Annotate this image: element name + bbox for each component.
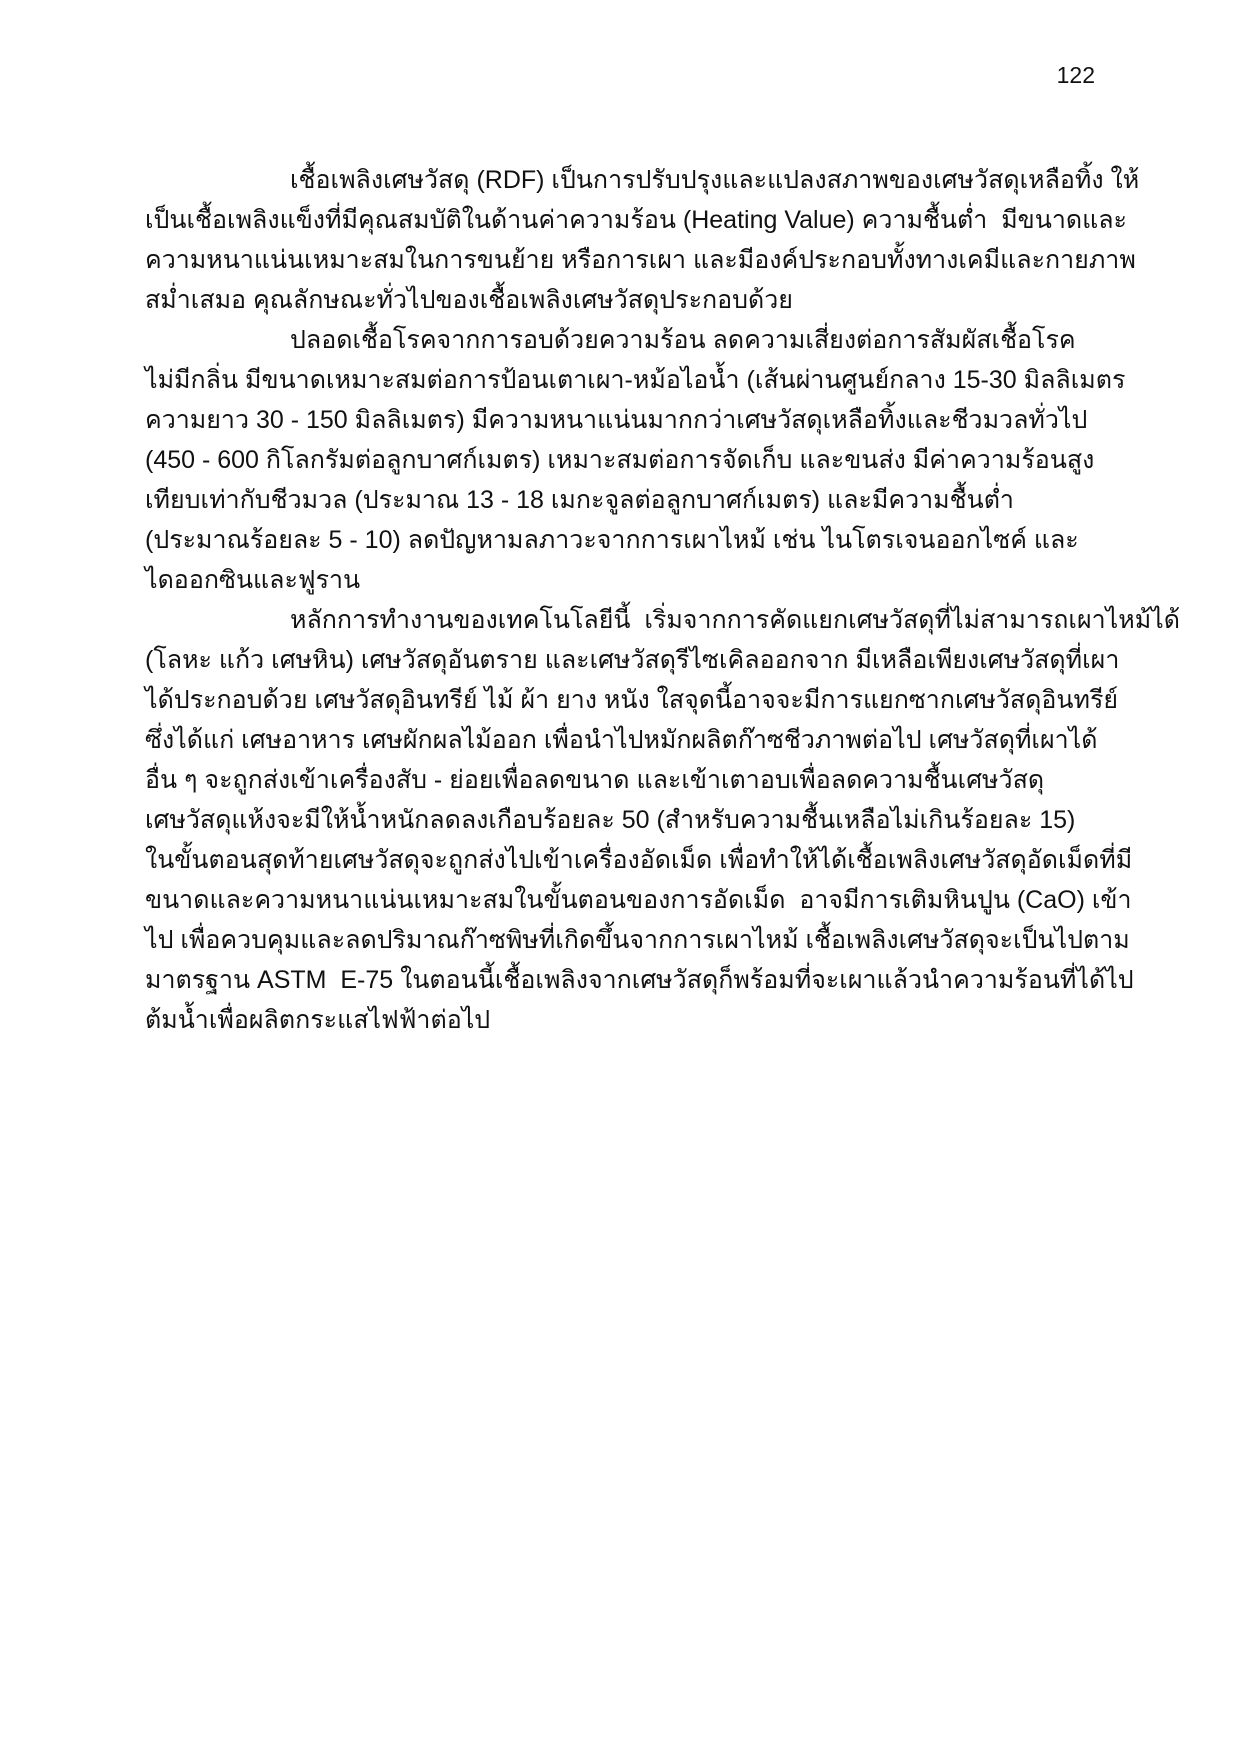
paragraph (145, 160, 1140, 320)
text-line: อื่น ๆ จะถูกส่งเข้าเครื่องสับ - ย่อยเพื่อลดขนาด และเข้าเตาอบเพื่อลดความชื้นเศษวัสดุ (145, 766, 1045, 794)
text-line: ไม่มีกลิ่น มีขนาดเหมาะสมต่อการป้อนเตาเผา-หม้อไอน้ำ (เส้นผ่านศูนย์กลาง 15-30 มิลลิเมตร (145, 366, 1126, 394)
document-body (145, 160, 1180, 1040)
text-line: ขนาดและความหนาแน่นเหมาะสมในขั้นตอนของการอัดเม็ด อาจมีการเติมหินปูน (CaO) เข้า (145, 886, 1132, 914)
text-line: มาตรฐาน ASTM E-75 ในตอนนี้เชื้อเพลิงจากเศษวัสดุก็พร้อมที่จะเผาแล้วนำความร้อนที่ได้ไป (145, 966, 1134, 994)
text-line: ต้มน้ำเพื่อผลิตกระแสไฟฟ้าต่อไป (145, 1006, 491, 1034)
text-line: ไป เพื่อควบคุมและลดปริมาณก๊าซพิษที่เกิดขึ้นจากการเผาไหม้ เชื้อเพลิงเศษวัสดุจะเป็นไปตาม (145, 926, 1130, 954)
text-line: เชื้อเพลิงเศษวัสดุ (RDF) เป็นการปรับปรุงและแปลงสภาพของเศษวัสดุเหลือทิ้ง ให้ (290, 166, 1140, 194)
text-line: ปลอดเชื้อโรคจากการอบด้วยความร้อน ลดความเสี่ยงต่อการสัมผัสเชื้อโรค (290, 326, 1076, 354)
text-line: สม่ำเสมอ คุณลักษณะทั่วไปของเชื้อเพลิงเศษวัสดุประกอบด้วย (145, 286, 793, 314)
text-line: ความหนาแน่นเหมาะสมในการขนย้าย หรือการเผา และมีองค์ประกอบทั้งทางเคมีและกายภาพ (145, 246, 1136, 274)
text-line: ซึ่งได้แก่ เศษอาหาร เศษผักผลไม้ออก เพื่อนำไปหมักผลิตก๊าซชีวภาพต่อไป เศษวัสดุที่เผาได้ (145, 726, 1098, 754)
text-line: หลักการทำงานของเทคโนโลยีนี้ เริ่มจากการคัดแยกเศษวัสดุที่ไม่สามารถเผาไหม้ได้ (290, 606, 1180, 634)
text-line: ความยาว 30 - 150 มิลลิเมตร) มีความหนาแน่นมากกว่าเศษวัสดุเหลือทิ้งและชีวมวลทั่วไป (145, 406, 1088, 434)
text-line: เศษวัสดุแห้งจะมีให้น้ำหนักลดลงเกือบร้อยละ 50 (สำหรับความชื้นเหลือไม่เกินร้อยละ 15) (145, 806, 1076, 834)
text-line: (ประมาณร้อยละ 5 - 10) ลดปัญหามลภาวะจากการเผาไหม้ เช่น ไนโตรเจนออกไซค์ และ (145, 526, 1079, 554)
text-line: (โลหะ แก้ว เศษหิน) เศษวัสดุอันตราย และเศษวัสดุรีไซเคิลออกจาก มีเหลือเพียงเศษวัสดุที่เผา (145, 646, 1120, 674)
text-line: ในขั้นตอนสุดท้ายเศษวัสดุจะถูกส่งไปเข้าเครื่องอัดเม็ด เพื่อทำให้ได้เชื้อเพลิงเศษวัสดุอัดเม็ดที่มี (145, 846, 1133, 874)
text-line: ได้ประกอบด้วย เศษวัสดุอินทรีย์ ไม้ ผ้า ยาง หนัง ใสจุดนี้อาจจะมีการแยกซากเศษวัสดุอินทรีย์ (145, 686, 1119, 714)
page-number: 122 (1056, 62, 1095, 88)
text-line: เป็นเชื้อเพลิงแข็งที่มีคุณสมบัติในด้านค่าความร้อน (Heating Value) ความชื้นต่ำ มีขนาดและ (145, 206, 1127, 234)
paragraph (145, 320, 1126, 600)
paragraph (145, 600, 1180, 1040)
text-line: ไดออกซินและฟูราน (145, 566, 361, 594)
text-line: เทียบเท่ากับชีวมวล (ประมาณ 13 - 18 เมกะจูลต่อลูกบาศก์เมตร) และมีความชื้นต่ำ (145, 486, 1014, 514)
text-line: (450 - 600 กิโลกรัมต่อลูกบาศก์เมตร) เหมาะสมต่อการจัดเก็บ และขนส่ง มีค่าความร้อนสูง (145, 446, 1095, 474)
